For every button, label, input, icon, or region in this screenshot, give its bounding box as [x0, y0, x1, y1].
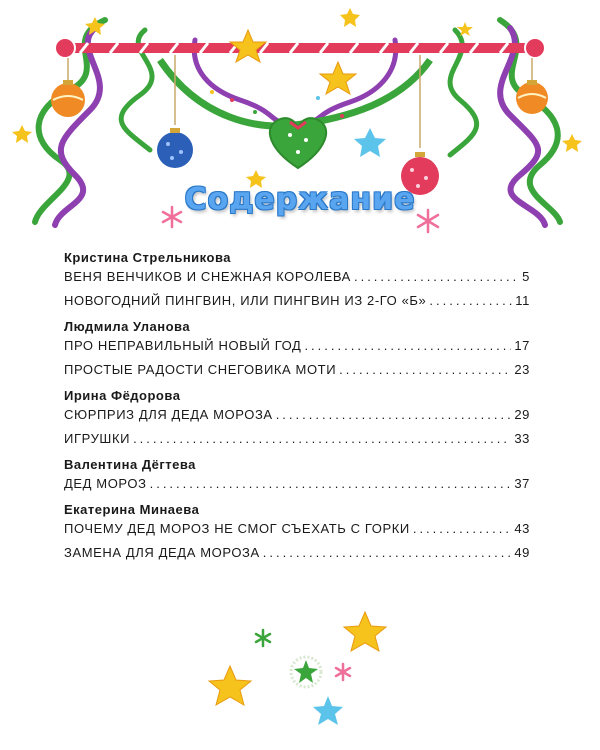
page-number: 17: [514, 338, 530, 353]
dot-leader: [276, 407, 512, 423]
heart-wreath-icon: [270, 118, 326, 168]
table-of-contents: [64, 250, 530, 571]
page-number: 29: [514, 407, 530, 422]
star-icon: [209, 666, 251, 705]
star-icon: [562, 134, 582, 152]
star-icon: [12, 125, 32, 143]
toc-entry[interactable]: [64, 362, 530, 378]
page-number: 43: [514, 521, 530, 536]
dot-leader: [354, 269, 519, 285]
story-title: ДЕД МОРОЗ: [64, 476, 147, 491]
ornament-ball-icon: [157, 128, 193, 168]
toc-entry[interactable]: [64, 521, 530, 537]
snowflake-icon: [256, 630, 270, 646]
page-title: Содержание: [184, 182, 416, 217]
toc-section: [64, 502, 530, 561]
dot-leader: [133, 431, 511, 447]
story-title: ПРОСТЫЕ РАДОСТИ СНЕГОВИКА МОТИ: [64, 362, 337, 377]
story-title: СЮРПРИЗ ДЛЯ ДЕДА МОРОЗА: [64, 407, 273, 422]
story-title: ПРО НЕПРАВИЛЬНЫЙ НОВЫЙ ГОД: [64, 338, 302, 353]
star-icon: [313, 696, 343, 725]
page-number: 33: [514, 431, 530, 446]
story-title: ЗАМЕНА ДЛЯ ДЕДА МОРОЗА: [64, 545, 260, 560]
toc-entry[interactable]: [64, 431, 530, 447]
dot-leader: [429, 293, 512, 309]
toc-section: [64, 250, 530, 309]
star-icon: [230, 30, 266, 62]
story-title: ИГРУШКИ: [64, 431, 131, 446]
toc-section: [64, 457, 530, 492]
dot-leader: [304, 338, 511, 354]
story-title: ВЕНЯ ВЕНЧИКОВ И СНЕЖНАЯ КОРОЛЕВА: [64, 269, 351, 284]
story-title: ПОЧЕМУ ДЕД МОРОЗ НЕ СМОГ СЪЕХАТЬ С ГОРКИ: [64, 521, 410, 536]
toc-entry[interactable]: [64, 269, 530, 285]
dot-leader: [263, 545, 512, 561]
toc-entry[interactable]: [64, 476, 530, 492]
toc-entry[interactable]: [64, 293, 530, 309]
page-number: 5: [522, 269, 530, 284]
toc-entry[interactable]: [64, 338, 530, 354]
star-icon: [354, 128, 386, 157]
author-name: Валентина Дёгтева: [64, 457, 196, 472]
star-icon: [320, 62, 356, 94]
page-number: 23: [514, 362, 530, 377]
author-name: Екатерина Минаева: [64, 502, 200, 517]
toc-section: [64, 319, 530, 378]
dot-leader: [413, 521, 512, 537]
star-icon: [344, 612, 386, 651]
page-number: 37: [514, 476, 530, 491]
author-name: Кристина Стрельникова: [64, 250, 231, 265]
dot-leader: [150, 476, 512, 492]
candy-cane-bar-icon: [55, 38, 545, 58]
star-icon: [340, 8, 360, 27]
toc-entry[interactable]: [64, 407, 530, 423]
star-icon: [291, 657, 321, 687]
toc-section: [64, 388, 530, 447]
footer-decoration: [200, 600, 400, 750]
author-name: Ирина Фёдорова: [64, 388, 181, 403]
page-number: 11: [515, 293, 530, 308]
toc-entry[interactable]: [64, 545, 530, 561]
ornament-ball-icon: [516, 80, 548, 114]
dot-leader: [339, 362, 511, 378]
story-title: НОВОГОДНИЙ ПИНГВИН, ИЛИ ПИНГВИН ИЗ 2-ГО «Б»: [64, 293, 427, 308]
snowflake-icon: [336, 664, 350, 680]
author-name: Людмила Уланова: [64, 319, 191, 334]
page-number: 49: [514, 545, 530, 560]
